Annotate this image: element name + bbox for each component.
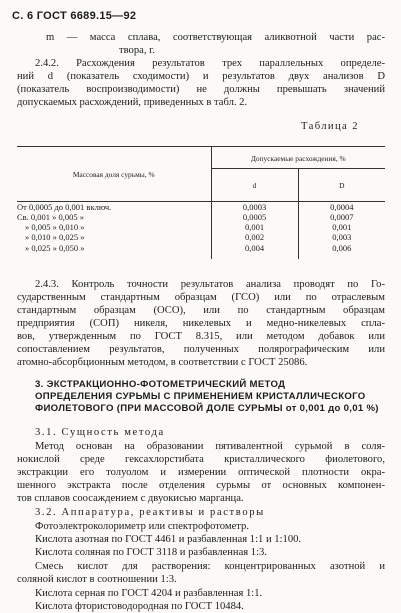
paragraph-243-line: вов, утвержденным по ГОСТ 8.315, или методом добавок или — [17, 331, 385, 342]
cell-d: 0,0003 — [211, 202, 298, 213]
paragraph-32-line: Кислота фтористоводородная по ГОСТ 10484. — [35, 601, 244, 612]
table-row — [17, 222, 385, 232]
cell-range: » 0,010 » 0,025 » — [25, 232, 85, 242]
paragraph-31-line: шенного экстракта после отделения сурьмы от основных компонен- — [17, 480, 385, 491]
paragraph-32-line: Кислота серная по ГОСТ 4204 и разбавленная 1:1. — [35, 588, 263, 599]
cell-d: 0,001 — [211, 222, 298, 232]
paragraph-242-line: допускаемых расхождений, приведенных в табл. 2. — [17, 97, 248, 108]
cell-range: » 0,025 » 0,050 » — [25, 242, 85, 253]
paragraph-243-line: 2.4.3. Контроль точности результатов анализа проводят по Го- — [35, 279, 385, 290]
section-3-title-line: ОПРЕДЕЛЕНИЯ СУРЬМЫ С ПРИМЕНЕНИЕМ КРИСТАЛЛИЧЕСКОГО — [35, 391, 366, 402]
col-header-d: d — [211, 169, 298, 202]
cell-d: 0,004 — [211, 242, 298, 253]
paragraph-32-line: Фотоэлектроколориметр или спектрофотометр. — [35, 521, 249, 532]
paragraph-31-line: нокислой среде гексахлорстибата кристаллического фиолетового, — [17, 454, 385, 465]
paragraph-32-line: Смесь кислот для растворения: концентрированных азотной и — [35, 561, 385, 572]
section-3-title-line: ФИОЛЕТОВОГО (ПРИ МАССОВОЙ ДОЛЕ СУРЬМЫ от 0,001 до 0,01 %) — [35, 403, 379, 414]
paragraph-243-line: стандартным образцам (ОСО), или по стандартным образцам — [17, 305, 385, 316]
paragraph-32-line: Кислота азотная по ГОСТ 4461 и разбавленная 1:1 и 1:100. — [35, 534, 302, 545]
paragraph-242-line: 2.4.2. Расхождения результатов трех параллельных определе- — [35, 58, 385, 69]
cell-D: 0,0004 — [298, 202, 385, 213]
page-header: С. 6 ГОСТ 6689.15—92 — [12, 10, 137, 22]
paragraph-242-line: (показатель воспроизводимости) не должны превышать значений — [17, 84, 385, 95]
cell-D: 0,003 — [298, 232, 385, 242]
cell-d: 0,002 — [211, 232, 298, 242]
paragraph-31-line: Метод основан на образовании пятивалентной сурьмой в соля- — [35, 441, 385, 452]
paragraph-242-line: ний d (показатель сходимости) и результатов двух анализов D — [17, 71, 385, 82]
paragraph-243-line: сопоставлением результатов, полученных полярографическим или — [17, 344, 385, 355]
paragraph-31-line: тов сплавов соосаждением с двуокисью марганца. — [17, 493, 244, 504]
table-row — [17, 232, 385, 242]
col-header-D: D — [298, 169, 385, 202]
paragraph-243-line: сударственным стандартным образцам (ГСО) или по отраслевым — [17, 292, 385, 303]
col-header-mass-fraction: Массовая доля сурьмы, % — [17, 147, 211, 202]
cell-range: От 0,0005 до 0,001 включ. — [17, 202, 211, 213]
table-caption: Таблица 2 — [301, 121, 359, 132]
cell-D: 0,0007 — [298, 212, 385, 222]
section-31-heading: 3.1. Сущность метода — [35, 427, 165, 438]
cell-D: 0,001 — [298, 222, 385, 232]
cell-D: 0,006 — [298, 242, 385, 253]
cell-range: » 0,005 » 0,010 » — [25, 222, 85, 232]
paragraph-32-line: соляной кислот в соотношении 1:3. — [17, 574, 177, 585]
paragraph-243-line: предприятия (СОП) никеля, никелевых и медно-никелевых спла- — [17, 318, 385, 329]
cell-d: 0,0005 — [211, 212, 298, 222]
tolerance-table — [17, 146, 385, 259]
paragraph-m-line: m — масса сплава, соответствующая аликвотной части рас- — [46, 32, 385, 43]
col-group-header: Допускаемые расхождения, % — [211, 147, 385, 169]
cell-range: Св. 0,001 » 0,005 » — [17, 212, 85, 222]
paragraph-m-line: твора, г. — [119, 45, 155, 56]
table-row — [17, 202, 385, 213]
section-32-heading: 3.2. Аппаратура, реактивы и растворы — [35, 507, 265, 518]
table-row — [17, 212, 385, 222]
paragraph-243-line: атомно-абсорбционным методом, в соответствии с ГОСТ 25086. — [17, 357, 308, 368]
section-3-title-line: 3. ЭКСТРАКЦИОННО-ФОТОМЕТРИЧЕСКИЙ МЕТОД — [35, 379, 286, 390]
paragraph-31-line: экстракции его толуолом и измерении оптической плотности окра- — [17, 467, 385, 478]
table-row — [17, 242, 385, 253]
paragraph-32-line: Кислота соляная по ГОСТ 3118 и разбавленная 1:3. — [35, 547, 267, 558]
